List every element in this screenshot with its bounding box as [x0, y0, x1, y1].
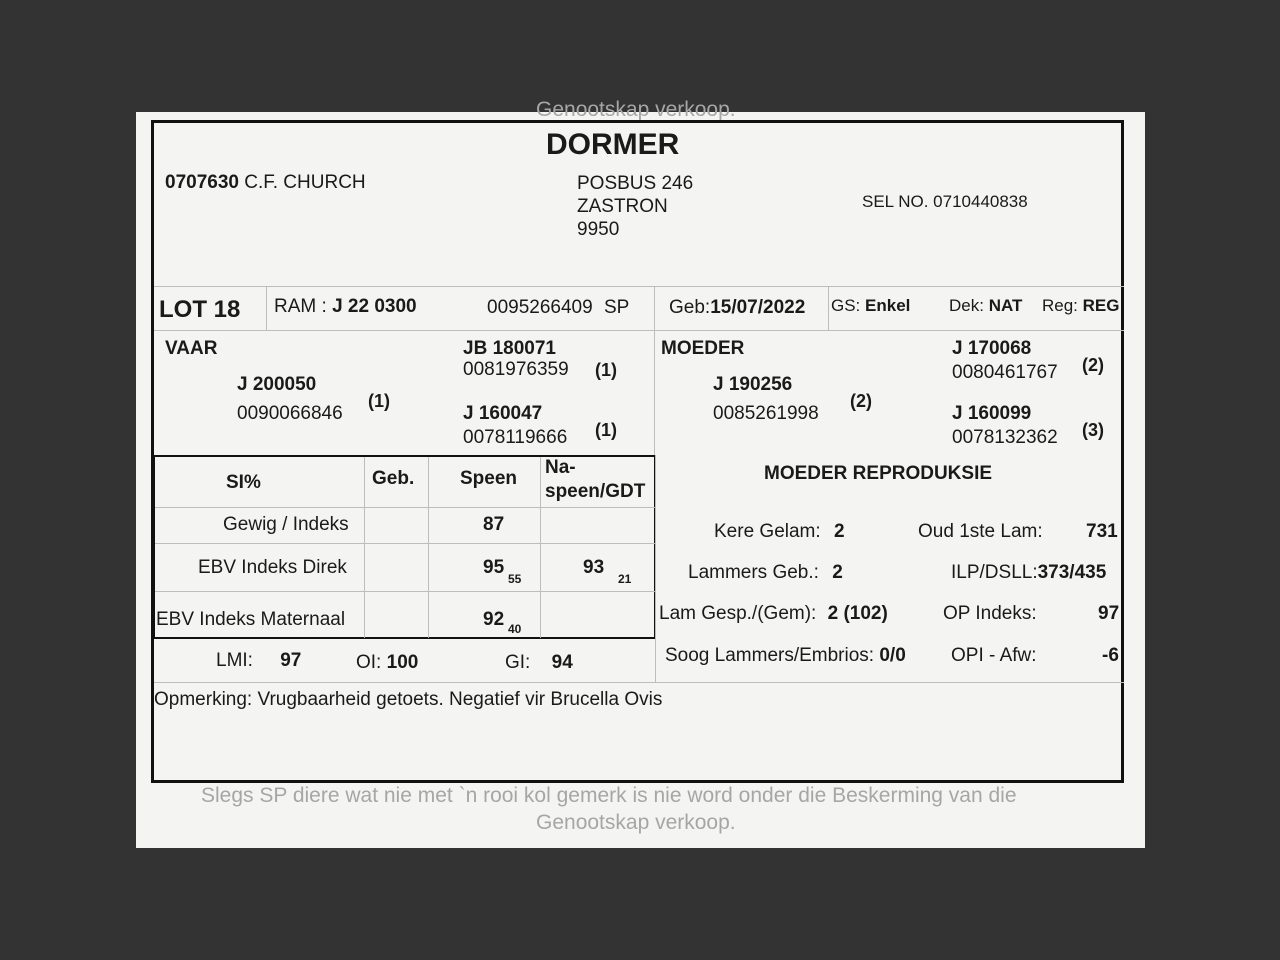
- divider: [654, 286, 655, 330]
- sire-label: VAAR: [165, 338, 218, 359]
- opi-label: OPI - Afw:: [951, 645, 1037, 666]
- remark-text: Opmerking: Vrugbaarheid getoets. Negatief vir Brucella Ovis: [154, 689, 663, 710]
- registration-number: 0095266409: [487, 297, 593, 318]
- breed-title: DORMER: [546, 128, 680, 161]
- maternaal-speen-sub: 40: [508, 622, 522, 636]
- opi-value: -6: [1102, 645, 1119, 666]
- op-value: 97: [1098, 603, 1120, 624]
- oud-label: Oud 1ste Lam:: [918, 521, 1043, 542]
- footer-line-2: Genootskap verkoop.: [536, 811, 736, 834]
- breeder-line: [165, 172, 366, 194]
- gs-line: [831, 296, 910, 316]
- si-header: SI%: [226, 472, 261, 493]
- divider: [155, 591, 655, 592]
- soog-label: Soog Lammers/Embrios:: [665, 645, 875, 666]
- soog-value: 0/0: [879, 645, 906, 666]
- divider: [155, 543, 655, 544]
- ram-id: J 22 0300: [332, 296, 417, 317]
- gi-label: GI:: [505, 652, 531, 673]
- lot-number: LOT 18: [159, 296, 241, 323]
- gi-line: [505, 652, 573, 674]
- top-ghost-text: Genootskap verkoop.: [536, 98, 736, 121]
- divider: [655, 455, 656, 682]
- birth-label: Geb:: [669, 297, 711, 318]
- gs-value: Enkel: [865, 296, 911, 315]
- dam-sire-mark: (2): [1082, 355, 1104, 375]
- lammers-value: 2: [832, 562, 843, 583]
- sire-sire-mark: (1): [595, 360, 617, 380]
- sire-dam-number: 0078119666: [463, 427, 568, 448]
- lammers-label: Lammers Geb.:: [688, 562, 819, 583]
- dam-dam-mark: (3): [1082, 420, 1104, 440]
- divider: [828, 286, 829, 330]
- naspeen-header-line2: speen/GDT: [545, 481, 646, 502]
- lammers-line: [688, 562, 843, 584]
- ram-line: [274, 296, 417, 318]
- lot-card: [136, 98, 1145, 848]
- footer-line-1: Slegs SP diere wat nie met `n rooi kol gemerk is nie word onder die Beskerming van die: [201, 784, 1017, 807]
- oi-label: OI:: [356, 652, 382, 673]
- row-label-gewig: Gewig / Indeks: [223, 514, 349, 535]
- gewig-speen-value: 87: [483, 514, 505, 535]
- dam-id: J 190256: [713, 374, 793, 395]
- oud-value: 731: [1086, 521, 1118, 542]
- direk-speen-value: 95: [483, 557, 505, 578]
- dek-line: [949, 296, 1022, 316]
- geb-header: Geb.: [372, 468, 415, 489]
- breeder-number: 0707630: [165, 172, 239, 193]
- sire-dam-mark: (1): [595, 420, 617, 440]
- sire-id: J 200050: [237, 374, 317, 395]
- gesp-value: 2 (102): [827, 603, 888, 624]
- sire-mark: (1): [368, 391, 390, 411]
- divider: [154, 286, 1124, 287]
- lmi-label: LMI:: [216, 650, 253, 671]
- divider: [154, 682, 1124, 683]
- dek-label: Dek:: [949, 296, 984, 315]
- divider: [364, 457, 365, 638]
- birth-date: 15/07/2022: [710, 297, 806, 318]
- oi-line: [356, 652, 418, 674]
- gi-value: 94: [551, 652, 573, 673]
- sire-number: 0090066846: [237, 403, 343, 424]
- divider: [154, 330, 1124, 331]
- lmi-line: [216, 650, 301, 672]
- birth-date-line: [669, 297, 805, 319]
- sire-sire-number: 0081976359: [463, 359, 569, 380]
- sire-sire-id: JB 180071: [463, 338, 556, 359]
- breeder-name: C.F. CHURCH: [244, 172, 366, 193]
- address-block: [577, 172, 693, 241]
- direk-naspeen-sub: 21: [618, 572, 632, 586]
- ilp-label: ILP/DSLL:: [951, 562, 1038, 583]
- kere-value: 2: [833, 521, 845, 542]
- dam-sire-number: 0080461767: [952, 362, 1058, 383]
- gs-label: GS:: [831, 296, 861, 315]
- divider: [540, 457, 541, 638]
- dam-mark: (2): [850, 391, 872, 411]
- reg-value: REG: [1082, 296, 1120, 315]
- grade: SP: [603, 297, 630, 318]
- sire-dam-id: J 160047: [463, 403, 543, 424]
- dam-sire-id: J 170068: [952, 338, 1032, 359]
- soog-line: [665, 645, 906, 667]
- dam-number: 0085261998: [713, 403, 819, 424]
- row-label-ebv-maternaal: EBV Indeks Maternaal: [156, 609, 346, 630]
- gesp-label: Lam Gesp./(Gem):: [659, 603, 817, 624]
- ilp-value: 373/435: [1037, 562, 1107, 583]
- address-line-1: POSBUS 246: [577, 173, 694, 194]
- direk-speen-sub: 55: [508, 572, 522, 586]
- naspeen-header-line1: Na-: [545, 457, 576, 478]
- divider: [266, 286, 267, 330]
- gesp-line: [659, 603, 888, 625]
- address-line-2: ZASTRON: [577, 196, 668, 217]
- kere-label: Kere Gelam:: [714, 521, 821, 542]
- dek-value: NAT: [988, 296, 1023, 315]
- reproduction-title: MOEDER REPRODUKSIE: [764, 463, 993, 484]
- ram-label: RAM :: [274, 296, 327, 317]
- reg-label: Reg:: [1042, 296, 1078, 315]
- op-label: OP Indeks:: [943, 603, 1037, 624]
- reg-line: [1042, 296, 1120, 316]
- speen-header: Speen: [460, 468, 518, 489]
- divider: [155, 507, 655, 508]
- dam-dam-number: 0078132362: [952, 427, 1058, 448]
- address-line-3: 9950: [577, 219, 620, 240]
- row-label-ebv-direk: EBV Indeks Direk: [198, 557, 347, 578]
- divider: [428, 457, 429, 638]
- dam-dam-id: J 160099: [952, 403, 1032, 424]
- registration-line: [487, 297, 629, 319]
- ilp-line: [951, 562, 1106, 584]
- sel-number: SEL NO. 0710440838: [862, 192, 1028, 211]
- maternaal-speen-value: 92: [483, 609, 505, 630]
- lmi-value: 97: [280, 650, 302, 671]
- divider: [654, 330, 655, 456]
- direk-naspeen-value: 93: [583, 557, 605, 578]
- oi-value: 100: [386, 652, 419, 673]
- dam-label: MOEDER: [661, 338, 745, 359]
- kere-line: [714, 521, 845, 543]
